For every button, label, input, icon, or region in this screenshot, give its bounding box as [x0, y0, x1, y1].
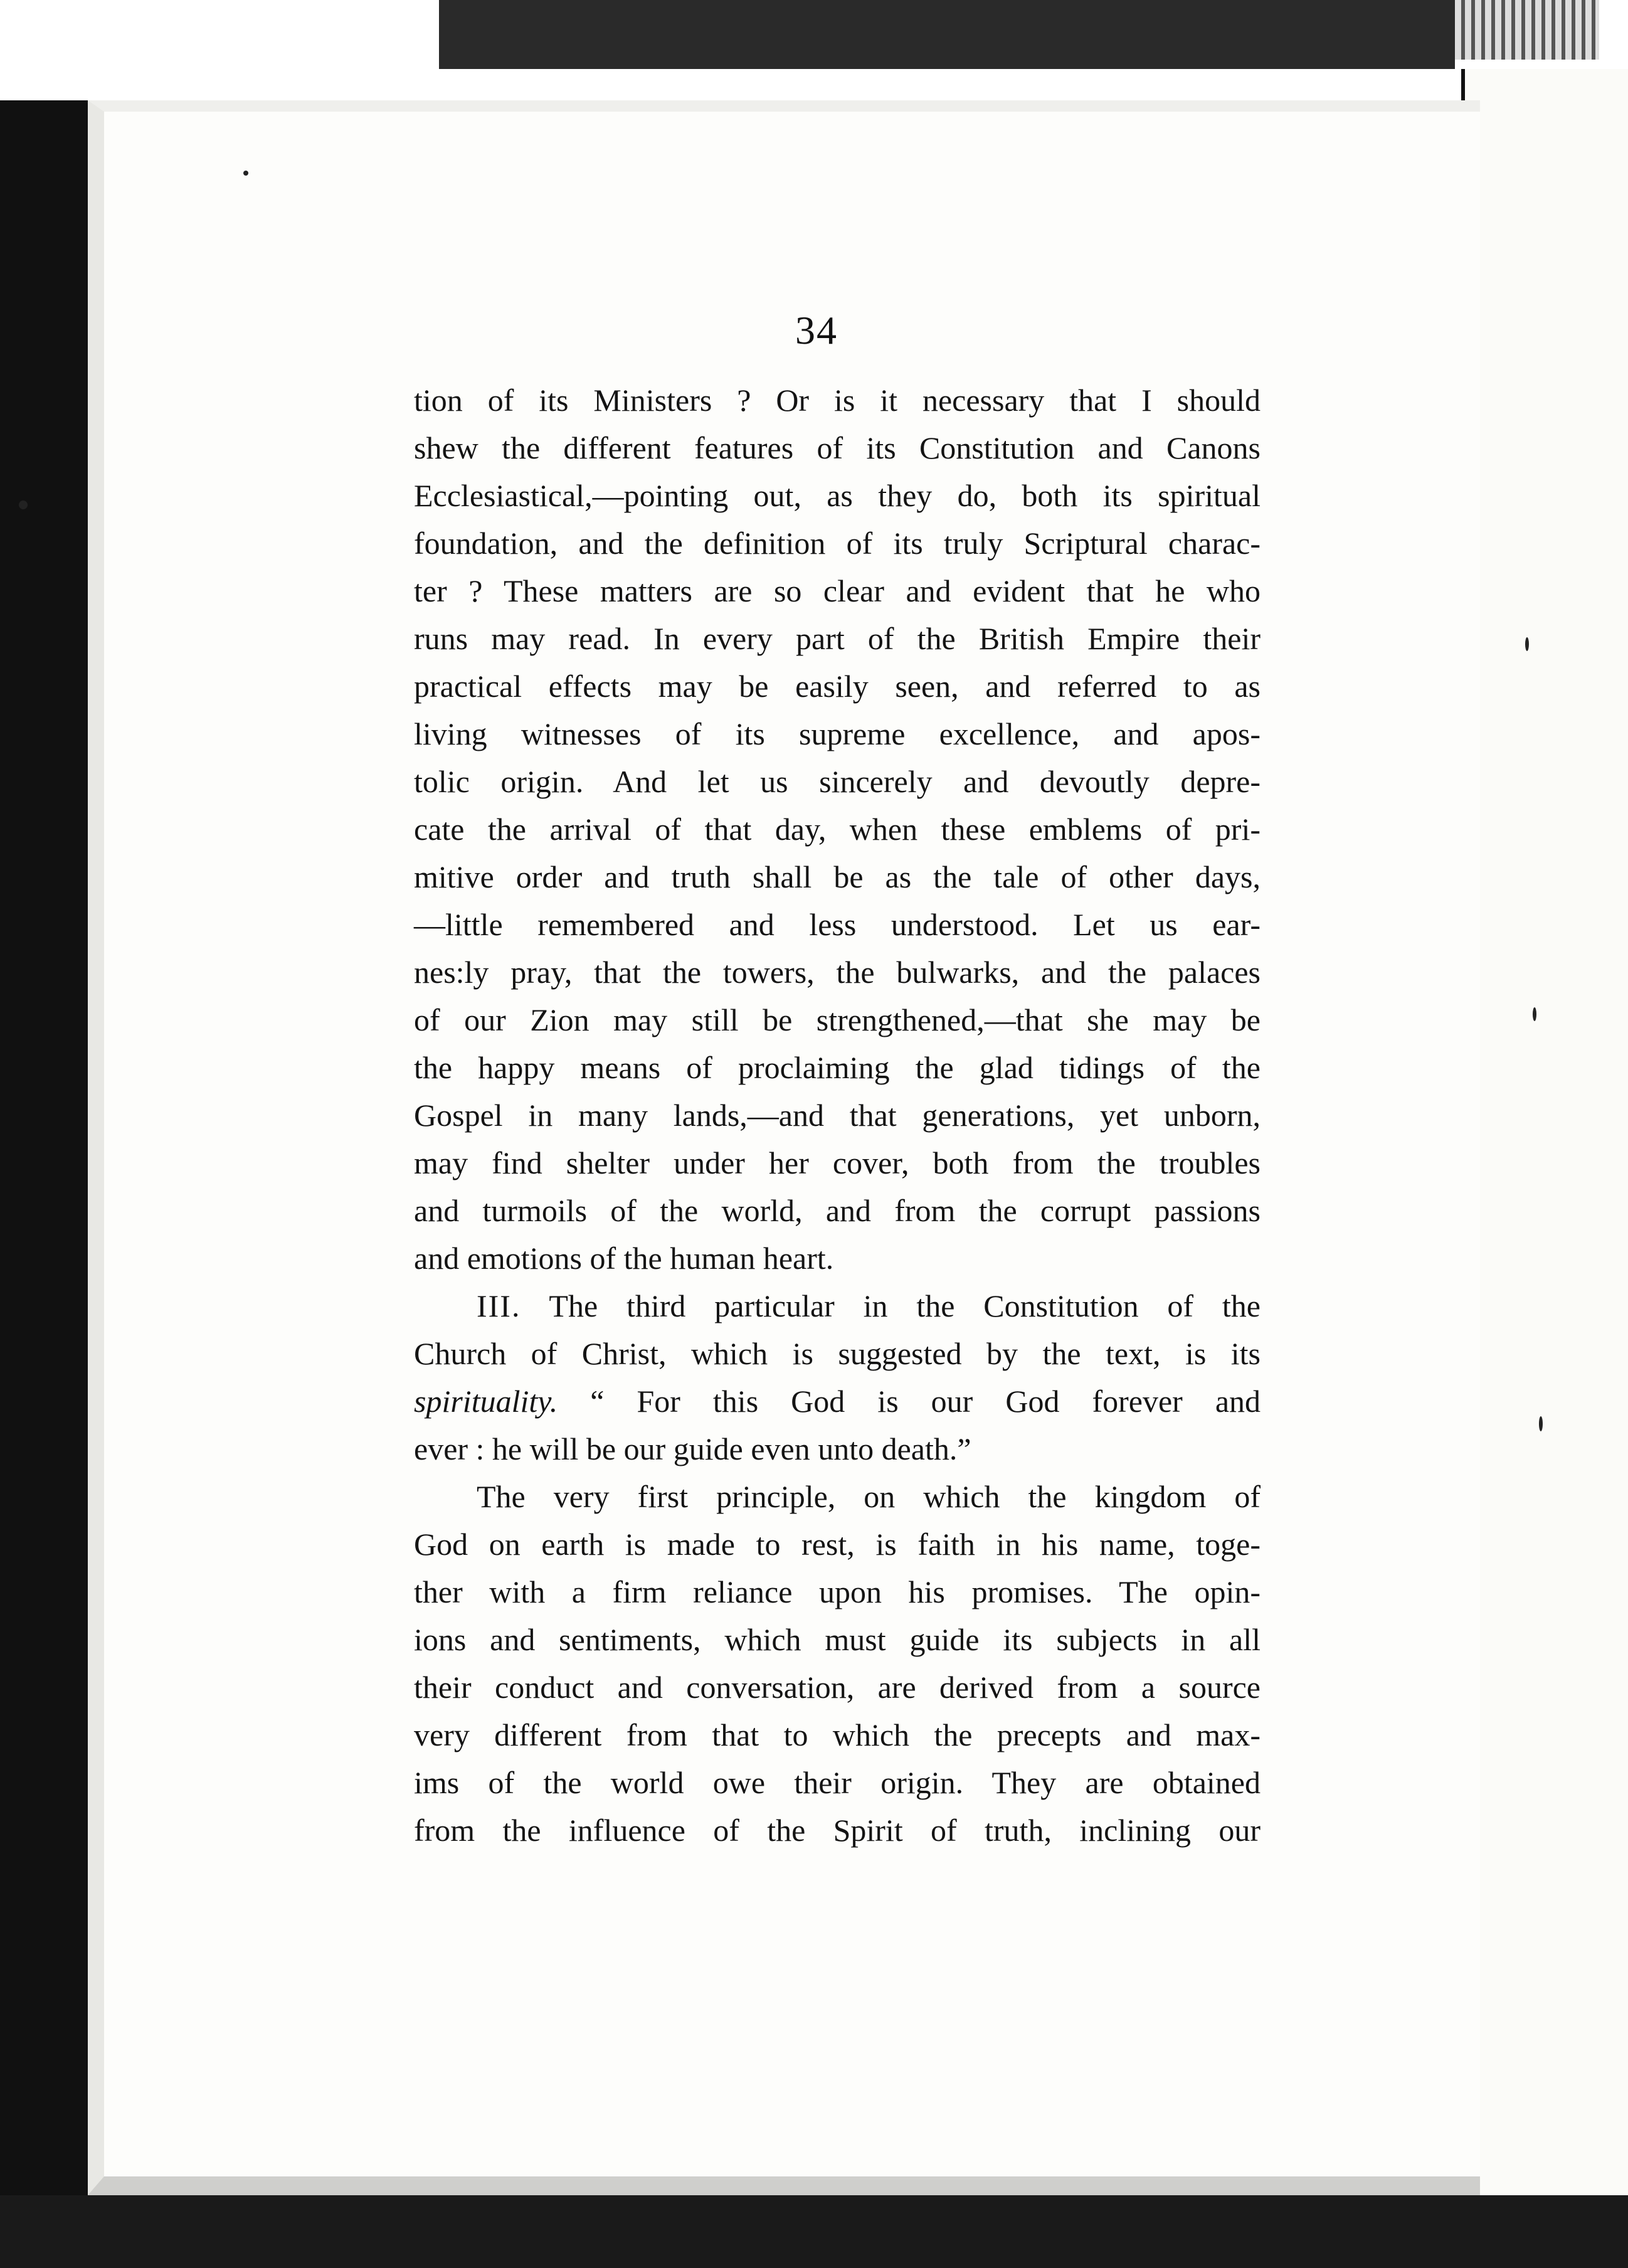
text-line: ther with a firm reliance upon his promises. The opin-	[414, 1574, 1261, 1609]
text-line: Ecclesiastical,—pointing out, as they do, both its spiritual	[414, 478, 1261, 513]
margin-speck	[243, 171, 248, 176]
section-numeral: III.	[477, 1288, 521, 1323]
text-line: runs may read. In every part of the British Empire their	[414, 621, 1261, 656]
margin-speck	[19, 501, 28, 509]
text-line	[414, 1377, 1261, 1425]
text-line: The very first principle, on which the kingdom of	[477, 1479, 1261, 1514]
text-line: cate the arrival of that day, when these emblems of pri-	[414, 812, 1261, 847]
text-line: of our Zion may still be strengthened,—that she may be	[414, 1002, 1261, 1037]
page-number: 34	[795, 308, 838, 352]
margin-speck	[1539, 1416, 1543, 1431]
scanner-bottom-margin	[0, 2195, 1628, 2268]
scanner-dark-edge	[439, 0, 1455, 69]
text-line: from the influence of the Spirit of truth, inclining our	[414, 1813, 1261, 1848]
text-fragment: “ For this God is our God forever and	[590, 1384, 1261, 1419]
text-line: Church of Christ, which is suggested by the text, is its	[414, 1336, 1261, 1371]
section-heading-line	[414, 1282, 1261, 1330]
text-line: foundation, and the definition of its truly Scriptural charac-	[414, 526, 1261, 561]
scanner-top-margin	[0, 0, 1628, 100]
text-line: mitive order and truth shall be as the tale of other days,	[414, 859, 1261, 894]
body-text	[414, 376, 1261, 1854]
text-line: ever : he will be our guide even unto death.”	[414, 1431, 971, 1466]
text-line: God on earth is made to rest, is faith in his name, toge-	[414, 1527, 1261, 1562]
text-line: nes:ly pray, that the towers, the bulwarks, and the palaces	[414, 955, 1261, 990]
facing-page	[1461, 69, 1628, 2202]
text-line: living witnesses of its supreme excellence, and apos-	[414, 716, 1261, 751]
text-line: may find shelter under her cover, both from the troubles	[414, 1145, 1261, 1180]
text-line: the happy means of proclaiming the glad tidings of the	[414, 1050, 1261, 1085]
text-line: their conduct and conversation, are derived from a source	[414, 1670, 1261, 1705]
text-fragment: The third particular in the Constitution of the	[549, 1288, 1261, 1323]
text-line: ter ? These matters are so clear and evident that he who	[414, 573, 1261, 608]
text-line: ims of the world owe their origin. They are obtained	[414, 1765, 1261, 1800]
italic-term: spirituality.	[414, 1384, 558, 1419]
text-line: very different from that to which the precepts and max-	[414, 1717, 1261, 1752]
text-line: tion of its Ministers ? Or is it necessary that I should	[414, 383, 1261, 418]
margin-speck	[1533, 1007, 1536, 1021]
binding-stitch	[1455, 0, 1599, 60]
text-line: shew the different features of its Constitution and Canons	[414, 430, 1261, 465]
text-line: ions and sentiments, which must guide its subjects in all	[414, 1622, 1261, 1657]
margin-speck	[1525, 637, 1529, 651]
text-line: practical effects may be easily seen, and referred to as	[414, 669, 1261, 704]
text-line: tolic origin. And let us sincerely and devoutly depre-	[414, 764, 1261, 799]
text-line: and turmoils of the world, and from the corrupt passions	[414, 1193, 1261, 1228]
text-line: and emotions of the human heart.	[414, 1241, 834, 1276]
text-line: Gospel in many lands,—and that generations, yet unborn,	[414, 1098, 1261, 1133]
text-line: —little remembered and less understood. Let us ear-	[414, 907, 1261, 942]
